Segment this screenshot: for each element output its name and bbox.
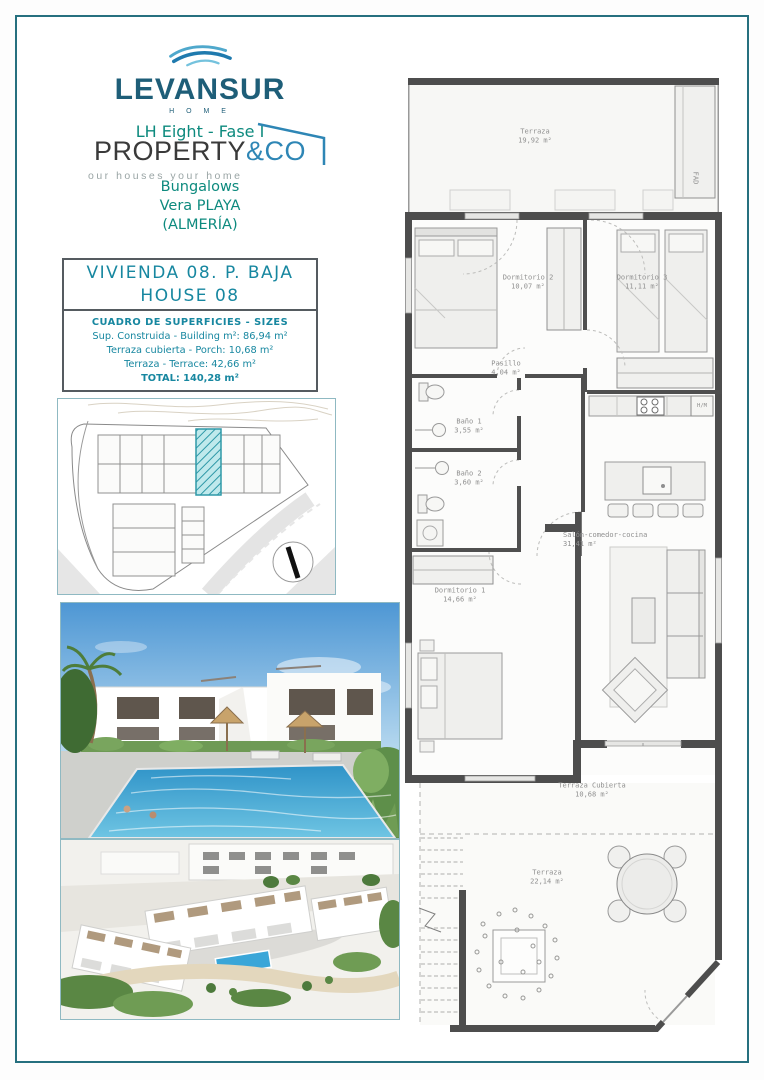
levansur-title: LEVANSUR: [114, 73, 286, 106]
photo-aerial-drawing: [61, 840, 399, 1019]
room-label-dormitorio-2: Dormitorio 2 10,07 m²: [502, 273, 554, 290]
siteplan-box: [57, 398, 336, 595]
floorplan-drawing: [405, 78, 722, 1032]
room-label-salon: Salón-comedor-cocina 31,41 m²: [563, 531, 648, 548]
photo-pool-drawing: [61, 603, 399, 838]
appliance-label: H/M: [697, 402, 707, 409]
propertyco-suffix: &CO: [246, 136, 307, 166]
unit-box: [62, 258, 318, 311]
sizes-row: Terraza cubierta - Porch: 10,68 m²: [106, 344, 274, 356]
room-label-bano-1: Baño 1 3,55 m²: [454, 417, 484, 434]
location-area: Vera PLAYA: [159, 198, 241, 214]
photo-aerial: [60, 839, 400, 1020]
phase-title: LH Eight - Fase I: [135, 122, 265, 141]
propertyco-name: PROPERTY: [93, 136, 247, 166]
photo-pool: [60, 602, 400, 839]
room-label-bano-2: Baño 2 3,60 m²: [454, 469, 484, 486]
location-province: (ALMERÍA): [162, 217, 238, 233]
sizes-row: Sup. Construida - Building m²: 86,94 m²: [92, 330, 288, 342]
wave-icon: [168, 42, 232, 68]
room-label-pasillo: Pasillo 4,04 m²: [491, 359, 521, 376]
storage-label: FAD: [691, 171, 700, 185]
room-label-dormitorio-1: Dormitorio 1 14,66 m²: [434, 586, 486, 603]
room-label-terraza-top: Terraza 19,92 m²: [518, 127, 552, 144]
room-label-terraza-cubierta: Terraza Cubierta 10,68 m²: [558, 781, 626, 798]
sizes-box: [62, 311, 318, 392]
siteplan-highlight: [196, 429, 221, 495]
levansur-home: H O M E: [169, 108, 231, 115]
sizes-row: Terraza - Terrace: 42,66 m²: [124, 358, 256, 370]
location-block: [20, 178, 380, 235]
room-label-terraza-bottom: Terraza 22,14 m²: [530, 868, 564, 885]
unit-title-en: HOUSE 08: [140, 285, 240, 306]
room-label-dormitorio-3: Dormitorio 3 11,11 m²: [616, 273, 668, 290]
floorplan: [405, 78, 722, 1032]
unit-title-es: VIVIENDA 08. P. BAJA: [86, 262, 294, 283]
propertyco-logo: [20, 136, 380, 182]
location-type: Bungalows: [160, 179, 240, 195]
siteplan-drawing: [58, 399, 335, 594]
roofline-icon: [256, 121, 328, 167]
propertyco-tagline: our houses your home: [88, 170, 243, 182]
sizes-title: CUADRO DE SUPERFICIES - SIZES: [91, 316, 289, 328]
sizes-total: TOTAL: 140,28 m²: [141, 372, 239, 384]
